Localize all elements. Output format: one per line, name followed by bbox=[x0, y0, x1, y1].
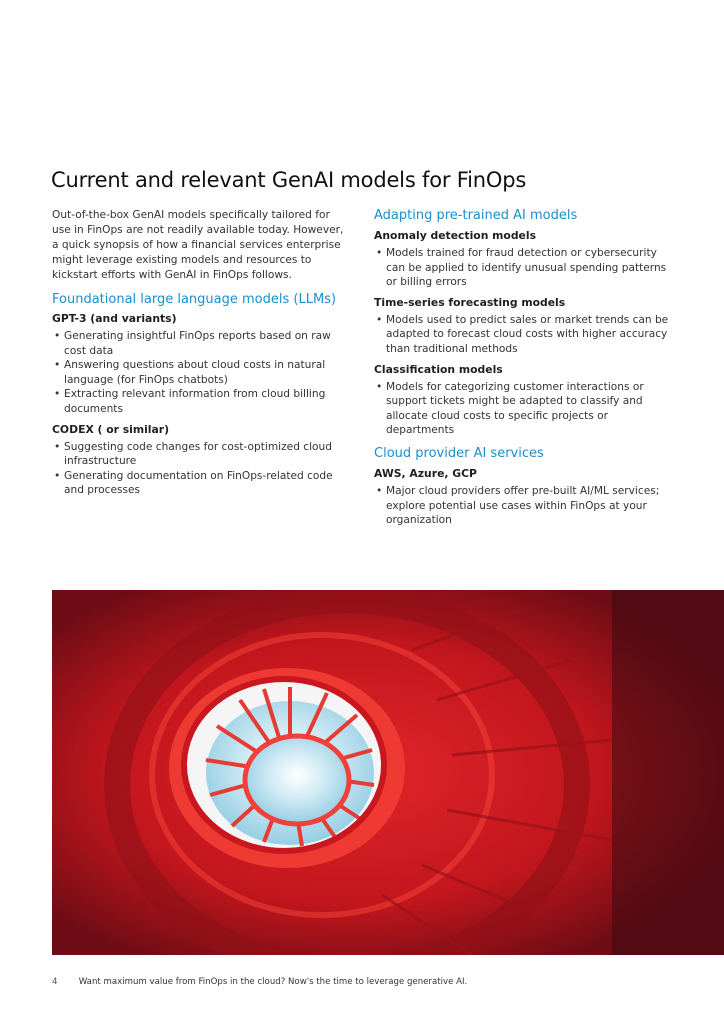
gpt3-bullet-list bbox=[52, 329, 348, 417]
classification-bullet-list bbox=[374, 380, 674, 438]
codex-bullet-list bbox=[52, 440, 348, 498]
pretrained-section-heading: Adapting pre-trained AI models bbox=[374, 208, 578, 223]
list-item: • Models for categorizing customer interactions or support tickets might be adapted to classify and allocate cloud costs to specific projects or departments bbox=[374, 380, 674, 438]
page-number: 4 bbox=[52, 977, 58, 987]
forecasting-heading: Time-series forecasting models bbox=[374, 295, 566, 309]
gpt3-heading: GPT-3 (and variants) bbox=[52, 312, 177, 325]
list-item: • Major cloud providers offer pre-built AI/ML services; explore potential use cases within FinOps at your organization bbox=[374, 484, 674, 528]
spiral-staircase-image bbox=[52, 590, 724, 955]
list-item: • Models trained for fraud detection or cybersecurity can be applied to identify unusual spending patterns or billing errors bbox=[374, 246, 674, 290]
intro-paragraph: Out-of-the-box GenAI models specifically tailored for use in FinOps are not readily available today. However, a quick synopsis of how a financial services enterprise might leverage existing models and resources to kickstart efforts with GenAI in FinOps follows. bbox=[52, 209, 344, 281]
llm-section-heading: Foundational large language models (LLMs) bbox=[52, 292, 337, 307]
classification-heading: Classification models bbox=[374, 362, 503, 376]
codex-heading: CODEX ( or similar) bbox=[52, 422, 170, 436]
left-column bbox=[52, 208, 348, 504]
list-item: • Generating documentation on FinOps-related code and processes bbox=[52, 469, 348, 498]
cloud-services-heading: Cloud provider AI services bbox=[374, 445, 544, 461]
list-item: • Suggesting code changes for cost-optimized cloud infrastructure bbox=[52, 440, 348, 469]
right-column bbox=[374, 208, 674, 534]
anomaly-heading: Anomaly detection models bbox=[374, 229, 537, 242]
list-item: • Generating insightful FinOps reports based on raw cost data bbox=[52, 329, 348, 358]
list-item: • Models used to predict sales or market trends can be adapted to forecast cloud costs with higher accuracy than traditional methods bbox=[374, 313, 674, 357]
providers-heading: AWS, Azure, GCP bbox=[374, 466, 477, 480]
list-item: • Extracting relevant information from cloud billing documents bbox=[52, 387, 348, 416]
forecasting-bullet-list bbox=[374, 313, 674, 357]
staircase-illustration bbox=[52, 590, 724, 955]
list-item: • Answering questions about cloud costs in natural language (for FinOps chatbots) bbox=[52, 358, 348, 387]
anomaly-bullet-list bbox=[374, 246, 674, 290]
providers-bullet-list bbox=[374, 484, 674, 528]
footer-text: Want maximum value from FinOps in the cloud? Now's the time to leverage generative AI. bbox=[78, 977, 468, 987]
page-title: Current and relevant GenAI models for FinOps bbox=[51, 168, 527, 192]
page-footer bbox=[52, 977, 467, 987]
